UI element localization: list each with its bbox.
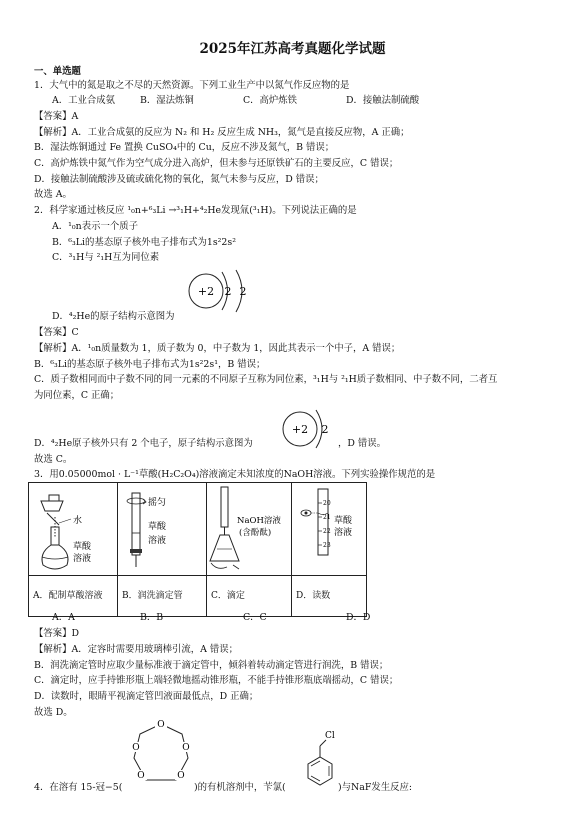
q2-analysis-line: B．⁶₃Li的基态原子核外电子排布式为1s²2s¹，B 错误； bbox=[34, 359, 266, 370]
q1-analysis-line: 故选 A。 bbox=[34, 189, 72, 200]
caption-b: B．润洗滴定管 bbox=[118, 576, 207, 617]
nucleus-label: +2 bbox=[291, 423, 309, 436]
q1-option-b: B．湿法炼铜 bbox=[140, 95, 194, 106]
q4-stem-part2: )的有机溶剂中，苄氯( bbox=[194, 782, 286, 793]
figure-b-cell bbox=[118, 483, 207, 576]
caption-a: A．配制草酸溶液 bbox=[29, 576, 118, 617]
q2-answer: 【答案】C bbox=[34, 327, 79, 338]
q1-option-c: C．高炉炼铁 bbox=[243, 95, 298, 106]
tick-label: 21 bbox=[323, 514, 331, 521]
q3-answer: 【答案】D bbox=[34, 628, 80, 639]
nucleus-label: +2 bbox=[197, 285, 215, 298]
crown-ether-structure bbox=[128, 718, 194, 798]
tick-label: 22 bbox=[323, 528, 331, 535]
q3-option-a: A．A bbox=[52, 612, 75, 623]
label-solution: 溶液 bbox=[334, 528, 353, 538]
q1-analysis-line: 【解析】A．工业合成氨的反应为 N₂ 和 H₂ 反应生成 NH₃，氮气是直接反应物，A 正确； bbox=[34, 127, 410, 138]
label-solution: 溶液 bbox=[73, 554, 92, 564]
oxygen-label: O bbox=[157, 720, 165, 730]
q2-analysis-line: 【解析】A．¹₀n质量数为 1，质子数为 0，中子数为 1，因此其表示一个中子，A 错误； bbox=[34, 343, 401, 354]
oxygen-label: O bbox=[177, 771, 185, 781]
figure-d-cell bbox=[292, 483, 367, 576]
q2-option-b: B．⁶₃Li的基态原子核外电子排布式为1s²2s² bbox=[52, 237, 236, 248]
caption-d: D．读数 bbox=[292, 576, 367, 617]
caption-c: C．滴定 bbox=[207, 576, 292, 617]
q3-analysis-line: 【解析】A．定容时需要用玻璃棒引流，A 错误； bbox=[34, 644, 239, 655]
section-heading: 一、单选题 bbox=[34, 66, 81, 77]
q1-option-a: A．工业合成氨 bbox=[52, 95, 116, 106]
q3-option-b: B．B bbox=[140, 612, 164, 623]
q1-analysis-line: B．湿法炼铜通过 Fe 置换 CuSO₄中的 Cu，反应不涉及氮气，B 错误； bbox=[34, 142, 335, 153]
helium-atom-diagram bbox=[186, 266, 256, 316]
q2-analysis-line: 故选 C。 bbox=[34, 454, 73, 465]
volumetric-flask-figure bbox=[29, 483, 117, 575]
benzyl-chloride-structure bbox=[296, 728, 338, 800]
q2-stem: 2．科学家通过核反应 ¹₀n+⁶₃Li →³₁H+⁴₂He发现氚(³₁H)。下列说法正确的是 bbox=[34, 205, 357, 216]
q3-option-d: D．D bbox=[346, 612, 371, 623]
label-shake: 摇匀 bbox=[148, 498, 167, 508]
shell-2-label: 2 bbox=[239, 285, 247, 298]
q3-analysis-line: C．滴定时，应手持锥形瓶上端轻微地摇动锥形瓶，不能手持锥形瓶底端摇动，C 错误； bbox=[34, 675, 399, 686]
q4-stem-part1: 4．在溶有 15-冠−5( bbox=[34, 782, 123, 793]
tick-label: 20 bbox=[323, 500, 331, 507]
q3-option-c: C．C bbox=[243, 612, 267, 623]
experiment-table bbox=[28, 482, 367, 617]
figure-a-cell bbox=[29, 483, 118, 576]
label-naoh: NaOH溶液 bbox=[237, 516, 281, 526]
q2-analysis-line: D．⁴₂He原子核外只有 2 个电子，原子结构示意图为 bbox=[34, 438, 253, 449]
q2-analysis-line: ，D 错误。 bbox=[338, 438, 386, 449]
figure-c-cell bbox=[207, 483, 292, 576]
label-solution: 溶液 bbox=[148, 536, 167, 546]
reading-figure bbox=[292, 483, 366, 575]
q2-analysis-line: 为同位素，C 正确； bbox=[34, 390, 120, 401]
shell-1-label: 2 bbox=[224, 285, 232, 298]
q1-analysis-line: D．接触法制硫酸涉及硫或硫化物的氧化，氮气未参与反应，D 错误； bbox=[34, 174, 324, 185]
label-oxalic: 草酸 bbox=[148, 522, 167, 532]
q2-option-d: D．⁴₂He的原子结构示意图为 bbox=[52, 311, 175, 322]
q3-analysis-line: B．润洗滴定管时应取少量标准液于滴定管中，倾斜着转动滴定管进行润洗，B 错误； bbox=[34, 660, 389, 671]
q3-analysis-line: 故选 D。 bbox=[34, 707, 73, 718]
q4-stem-part3: )与NaF发生反应: bbox=[338, 782, 412, 793]
q1-answer: 【答案】A bbox=[34, 111, 79, 122]
oxygen-label: O bbox=[182, 743, 190, 753]
q1-option-d: D．接触法制硫酸 bbox=[346, 95, 420, 106]
label-oxalic: 草酸 bbox=[334, 516, 353, 526]
label-oxalic: 草酸 bbox=[73, 542, 92, 552]
q2-analysis-line: C．质子数相同而中子数不同的同一元素的不同原子互称为同位素，³₁H与 ²₁H质子数相同、中子数不同，二者互 bbox=[34, 374, 498, 385]
q2-option-c: C．³₁H与 ²₁H互为同位素 bbox=[52, 252, 160, 263]
q3-stem: 3．用0.05000mol · L⁻¹草酸(H₂C₂O₄)溶液滴定未知浓度的NaOH溶液。下列实验操作规范的是 bbox=[34, 469, 436, 480]
label-phenolphthalein: (含酚酞) bbox=[239, 528, 272, 538]
burette-rinse-figure bbox=[118, 483, 198, 575]
q1-stem: 1．大气中的氮是取之不尽的天然资源。下列工业生产中以氮气作反应物的是 bbox=[34, 80, 350, 91]
tick-label: 23 bbox=[323, 542, 331, 549]
helium-atom-diagram-answer bbox=[280, 406, 338, 452]
chlorine-label: Cl bbox=[325, 731, 335, 741]
oxygen-label: O bbox=[137, 771, 145, 781]
q1-analysis-line: C．高炉炼铁中氮气作为空气成分进入高炉，但未参与还原铁矿石的主要反应，C 错误； bbox=[34, 158, 399, 169]
q3-analysis-line: D．读数时，眼睛平视滴定管凹液面最低点，D 正确； bbox=[34, 691, 259, 702]
oxygen-label: O bbox=[132, 743, 140, 753]
label-water: 水 bbox=[73, 516, 83, 526]
page-title: 2025年江苏高考真题化学试题 bbox=[199, 41, 386, 57]
shell-label: 2 bbox=[321, 423, 329, 436]
titration-figure bbox=[207, 483, 291, 575]
q2-option-a: A．¹₀n表示一个质子 bbox=[52, 221, 138, 232]
